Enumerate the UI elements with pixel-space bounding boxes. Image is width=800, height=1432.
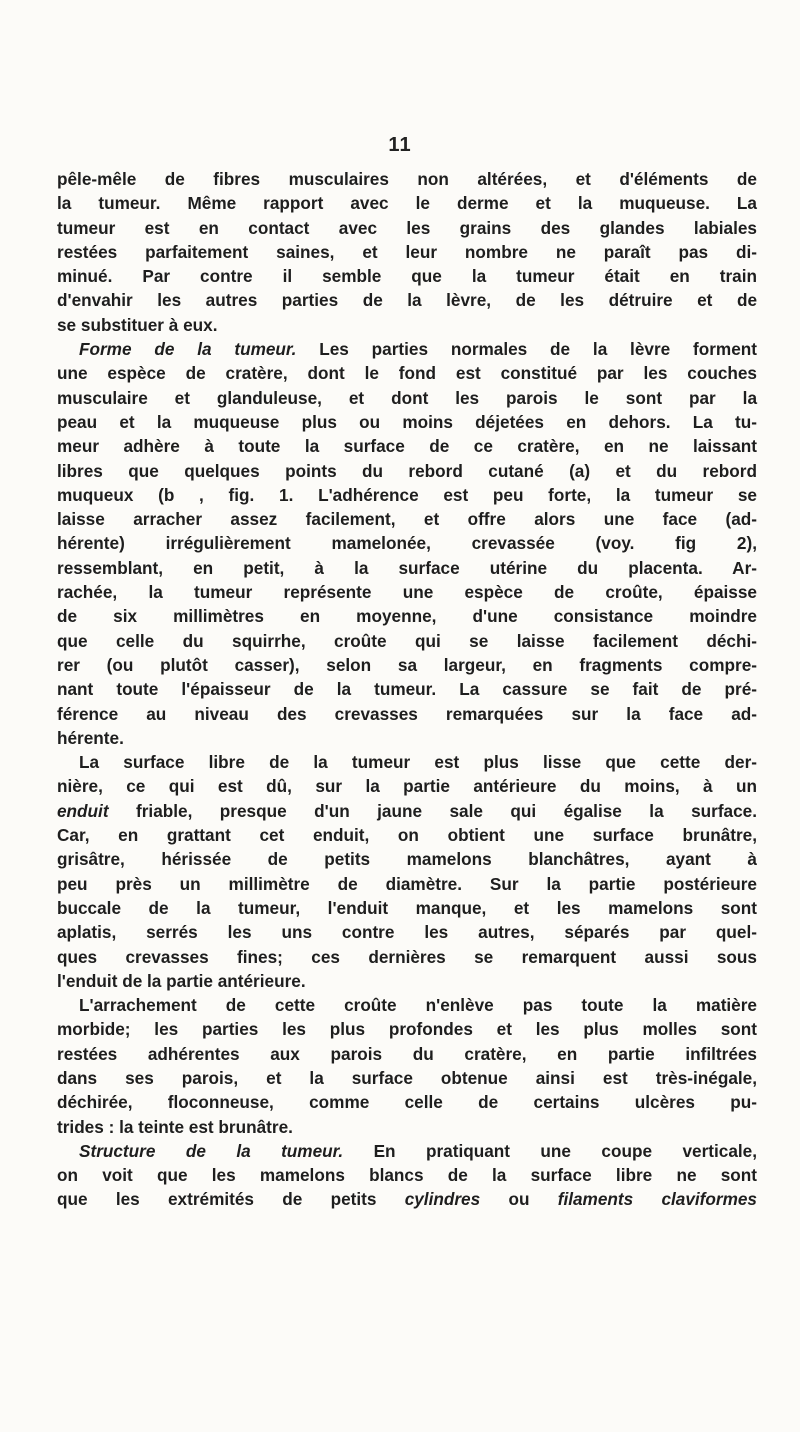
text-segment: l'enduit de la partie antérieure. [57,970,306,991]
text-segment: tumeur est en contact avec les grains des glandes labiales [57,217,757,238]
text-line [57,653,757,677]
text-segment: L'arrachement de cette croûte n'enlève pas toute la matière [79,995,757,1016]
text-segment: se substituer à eux. [57,314,218,335]
text-segment: dans ses parois, et la surface obtenue ainsi est très-inégale, [57,1067,757,1088]
text-line [57,531,757,555]
text-line [57,580,757,604]
text-line [57,1139,757,1163]
text-line [57,896,757,920]
text-line [57,167,757,191]
text-segment: férence au niveau des crevasses remarquées sur la face ad- [57,703,757,724]
text-line [57,240,757,264]
text-line [57,313,757,337]
text-line [57,434,757,458]
text-segment: que celle du squirrhe, croûte qui se laisse facilement déchi- [57,630,757,651]
text-segment: Les parties normales de la lèvre forment [296,339,757,360]
text-line [57,556,757,580]
text-segment: nant toute l'épaisseur de la tumeur. La cassure se fait de pré- [57,679,757,700]
text-line [57,799,757,823]
text-segment: ressemblant, en petit, à la surface utérine du placenta. Ar- [57,557,757,578]
text-segment: trides : la teinte est brunâtre. [57,1116,293,1137]
text-segment: une espèce de cratère, dont le fond est constitué par les couches [57,363,757,384]
text-segment: que les extrémités de petits [57,1189,405,1210]
text-line [57,191,757,215]
text-segment: aplatis, serrés les uns contre les autres, séparés par quel- [57,922,757,943]
text-line [57,1115,757,1139]
text-segment: restées parfaitement saines, et leur nombre ne paraît pas di- [57,241,757,262]
text-segment: la tumeur. Même rapport avec le derme et la muqueuse. La [57,193,757,214]
text-segment: musculaire et glanduleuse, et dont les parois le sont par la [57,387,757,408]
text-segment: laisse arracher assez facilement, et offre alors une face (ad- [57,509,757,530]
text-line [57,920,757,944]
italic-text: Structure de la tumeur. [79,1140,344,1161]
text-line [57,1163,757,1187]
text-line [57,288,757,312]
text-line [57,507,757,531]
text-segment: friable, presque d'un jaune sale qui égalise la surface. [108,800,757,821]
text-segment: muqueux (b , fig. 1. L'adhérence est peu forte, la tumeur se [57,484,757,505]
text-line [57,1090,757,1114]
italic-text: cylindres [404,1189,481,1210]
text-segment: peu près un millimètre de diamètre. Sur la partie postérieure [57,873,757,894]
text-line [57,386,757,410]
text-segment: nière, ce qui est dû, sur la partie antérieure du moins, à un [57,776,757,797]
text-segment: ou [480,1189,558,1210]
text-line [57,1066,757,1090]
text-line [57,604,757,628]
text-segment: libres que quelques points du rebord cutané (a) et du rebord [57,460,757,481]
text-line [57,264,757,288]
text-segment: La surface libre de la tumeur est plus lisse que cette der- [79,752,757,773]
text-segment: on voit que les mamelons blancs de la surface libre ne sont [57,1165,757,1186]
text-line [57,823,757,847]
text-line [57,483,757,507]
text-segment: rachée, la tumeur représente une espèce de croûte, épaisse [57,582,757,603]
text-line [57,847,757,871]
text-segment: hérente) irrégulièrement mamelonée, crevassée (voy. fig 2), [57,533,757,554]
text-line [57,1187,757,1211]
text-line [57,945,757,969]
text-line [57,872,757,896]
page-number: 11 [388,134,412,156]
italic-text: filaments claviformes [557,1189,757,1210]
text-segment: meur adhère à toute la surface de ce cratère, en ne laissant [57,436,757,457]
text-segment: buccale de la tumeur, l'enduit manque, et les mamelons sont [57,897,757,918]
text-line [57,702,757,726]
text-segment: peau et la muqueuse plus ou moins déjetées en dehors. La tu- [57,411,757,432]
text-segment: hérente. [57,727,124,748]
text-segment: En pratiquant une coupe verticale, [343,1140,757,1161]
text-line [57,993,757,1017]
text-segment: morbide; les parties les plus profondes et les plus molles sont [57,1019,757,1040]
italic-text: enduit [57,800,109,821]
text-segment: grisâtre, hérissée de petits mamelons blanchâtres, ayant à [57,849,757,870]
text-line [57,1017,757,1041]
text-line [57,629,757,653]
text-line [57,361,757,385]
text-segment: rer (ou plutôt casser), selon sa largeur, en fragments compre- [57,654,757,675]
body-text [57,167,757,1212]
text-line [57,969,757,993]
text-line [57,410,757,434]
text-line [57,774,757,798]
text-segment: minué. Par contre il semble que la tumeur était en train [57,266,757,287]
text-line [57,459,757,483]
text-line [57,216,757,240]
text-line [57,337,757,361]
text-line [57,726,757,750]
text-line [57,677,757,701]
text-segment: Car, en grattant cet enduit, on obtient une surface brunâtre, [57,825,757,846]
text-line [57,1042,757,1066]
text-segment: déchirée, floconneuse, comme celle de certains ulcères pu- [57,1092,757,1113]
text-segment: d'envahir les autres parties de la lèvre, de les détruire et de [57,290,757,311]
text-segment: ques crevasses fines; ces dernières se remarquent aussi sous [57,946,757,967]
italic-text: Forme de la tumeur. [79,339,297,360]
text-segment: restées adhérentes aux parois du cratère, en partie infiltrées [57,1043,757,1064]
text-line [57,750,757,774]
text-segment: de six millimètres en moyenne, d'une consistance moindre [57,606,757,627]
text-segment: pêle-mêle de fibres musculaires non altérées, et d'éléments de [57,169,757,189]
